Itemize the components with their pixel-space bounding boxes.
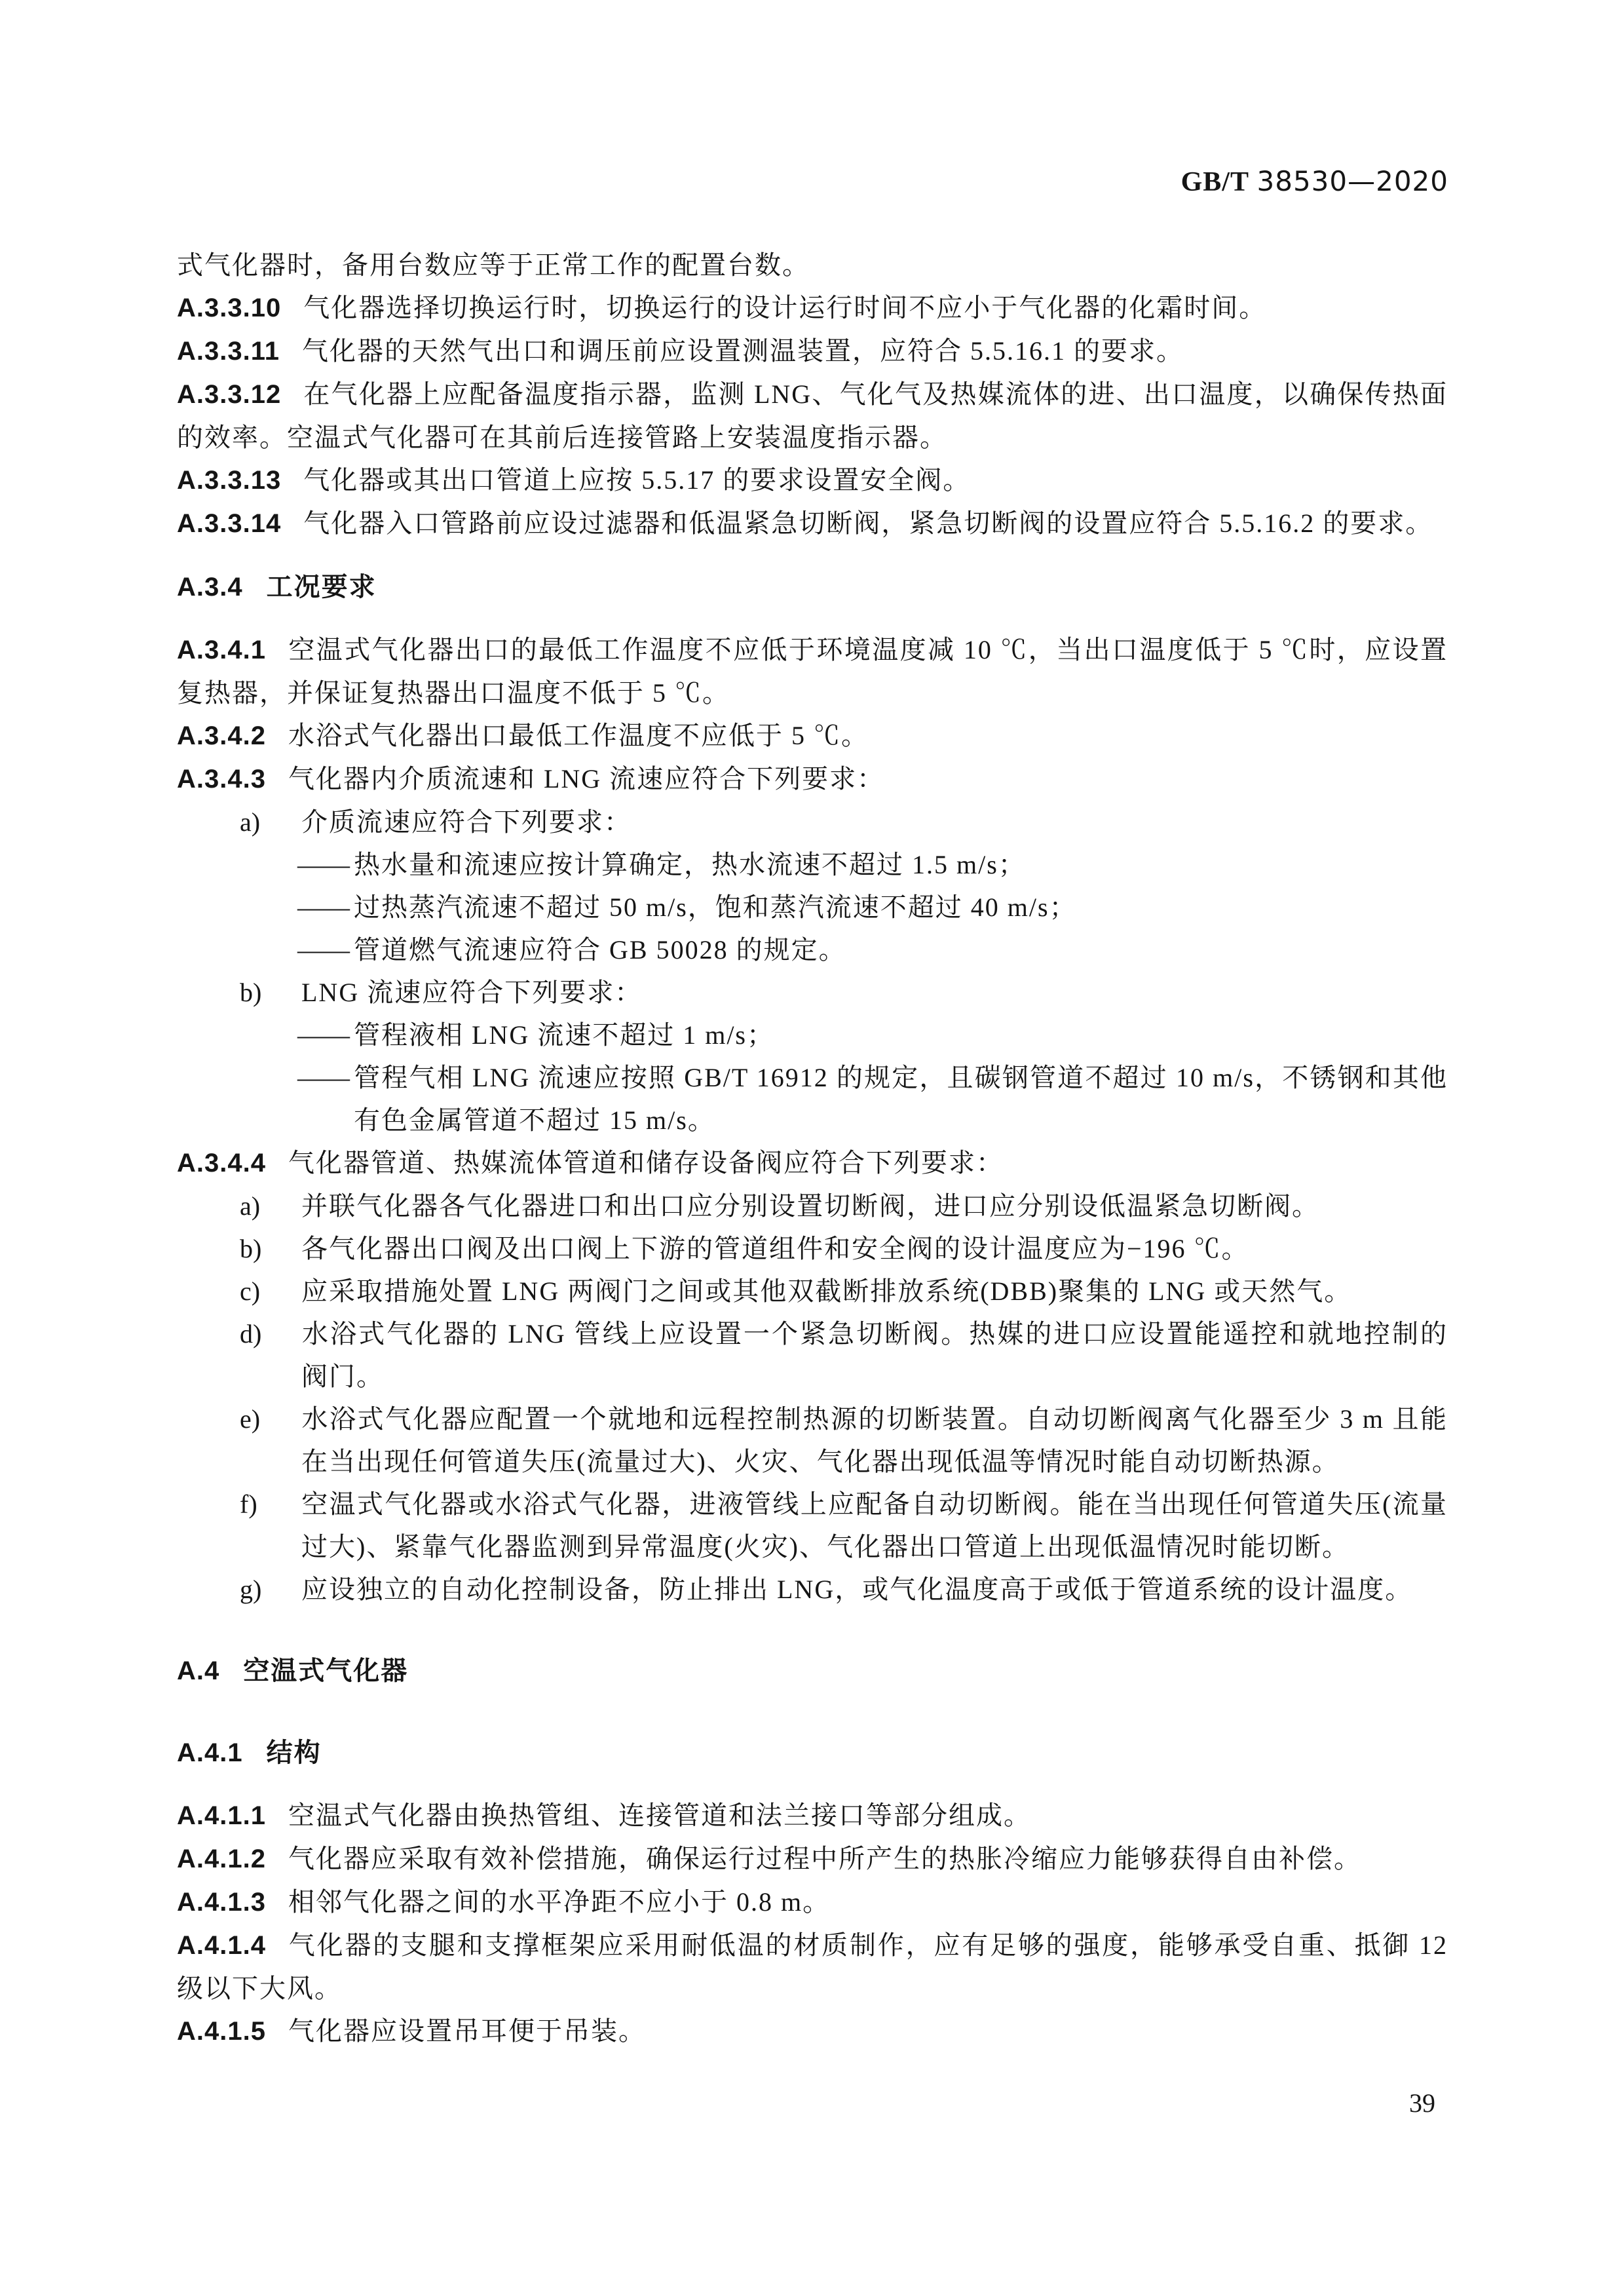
dash-marker: ——	[297, 1063, 350, 1092]
clause-text: 空温式气化器出口的最低工作温度不应低于环境温度减 10 ℃，当出口温度低于 5 ℃时，应设置复热器，并保证复热器出口温度不低于 5 ℃。	[177, 635, 1448, 708]
doc-code-prefix: GB/T	[1180, 167, 1249, 197]
clause-paragraph	[177, 757, 1448, 801]
item-marker: a)	[240, 807, 261, 837]
item-marker: e)	[240, 1404, 261, 1434]
page-number: 39	[1409, 2088, 1435, 2118]
list-item	[177, 801, 1448, 843]
dash-marker: ——	[297, 935, 350, 965]
clause-number: A.3.3.13	[177, 466, 282, 495]
clause-text: 相邻气化器之间的水平净距不应小于 0.8 m。	[288, 1887, 831, 1917]
dash-item	[177, 843, 1448, 886]
section-heading	[177, 1732, 1448, 1774]
list-item	[177, 1185, 1448, 1227]
clause-text: 气化器应采取有效补偿措施，确保运行过程中所产生的热胀冷缩应力能够获得自由补偿。	[288, 1844, 1361, 1873]
clause-number: A.3.3.12	[177, 380, 282, 409]
clause-paragraph	[177, 1837, 1448, 1881]
clause-text: 气化器的天然气出口和调压前应设置测温装置，应符合 5.5.16.1 的要求。	[302, 336, 1184, 366]
clause-text: 式气化器时，备用台数应等于正常工作的配置台数。	[177, 250, 810, 280]
clause-paragraph	[177, 286, 1448, 330]
doc-code-number: 38530—2020	[1256, 165, 1448, 197]
dash-marker: ——	[297, 1020, 350, 1050]
clause-number: A.3.3.10	[177, 294, 282, 322]
dash-item	[177, 886, 1448, 928]
clause-text: 管程液相 LNG 流速不超过 1 m/s；	[354, 1020, 774, 1050]
clause-paragraph	[177, 502, 1448, 545]
clause-number: A.3.4.4	[177, 1149, 266, 1177]
dash-item	[177, 1056, 1448, 1141]
clause-paragraph	[177, 330, 1448, 373]
clause-text: 气化器的支腿和支撑框架应采用耐低温的材质制作，应有足够的强度，能够承受自重、抵御 12 级以下大风。	[177, 1930, 1448, 2003]
item-marker: d)	[240, 1319, 262, 1349]
clause-number: A.4.1.1	[177, 1801, 266, 1830]
section-heading	[177, 1650, 1448, 1693]
clause-text: 气化器应设置吊耳便于吊装。	[288, 2016, 646, 2046]
clause-text: 工况要求	[266, 573, 377, 602]
clause-number: A.4.1.5	[177, 2017, 266, 2046]
clause-text: 水浴式气化器应配置一个就地和远程控制热源的切断装置。自动切断阀离气化器至少 3 m 且能在当出现任何管道失压(流量过大)、火灾、气化器出现低温等情况时能自动切断热源。	[301, 1404, 1448, 1476]
clause-text: 在气化器上应配备温度指示器，监测 LNG、气化气及热媒流体的进、出口温度，以确保传热面的效率。空温式气化器可在其前后连接管路上安装温度指示器。	[177, 379, 1448, 452]
dash-marker: ——	[297, 892, 350, 922]
item-marker: c)	[240, 1276, 261, 1306]
clause-number: A.4.1	[177, 1738, 243, 1767]
clause-paragraph	[177, 1141, 1448, 1185]
clause-text: 应设独立的自动化控制设备，防止排出 LNG，或气化温度高于或低于管道系统的设计温度。	[301, 1575, 1413, 1604]
clause-text: 水浴式气化器出口最低工作温度不应低于 5 ℃。	[288, 721, 869, 750]
clause-text: 空温式气化器或水浴式气化器，进液管线上应配备自动切断阀。能在当出现任何管道失压(流量过大)、紧靠气化器监测到异常温度(火灾)、气化器出口管道上出现低温情况时能切断。	[301, 1489, 1448, 1561]
list-item	[177, 1227, 1448, 1270]
item-marker: b)	[240, 1234, 262, 1263]
clause-text: 各气化器出口阀及出口阀上下游的管道组件和安全阀的设计温度应为−196 ℃。	[301, 1234, 1249, 1263]
document-code	[1181, 165, 1448, 198]
clause-text: 结构	[266, 1738, 322, 1767]
clause-text: 水浴式气化器的 LNG 管线上应设置一个紧急切断阀。热媒的进口应设置能遥控和就地控制的阀门。	[301, 1319, 1448, 1391]
clause-text: 空温式气化器由换热管组、连接管道和法兰接口等部分组成。	[288, 1801, 1031, 1830]
clause-text: 管道燃气流速应符合 GB 50028 的规定。	[354, 935, 846, 965]
clause-text: 热水量和流速应按计算确定，热水流速不超过 1.5 m/s；	[354, 850, 1026, 879]
clause-text: 介质流速应符合下列要求：	[301, 807, 632, 837]
clause-text: 气化器选择切换运行时，切换运行的设计运行时间不应小于气化器的化霜时间。	[303, 293, 1267, 322]
clause-number: A.4.1.4	[177, 1931, 266, 1960]
item-marker: g)	[240, 1575, 262, 1604]
clause-paragraph	[177, 1924, 1448, 2010]
list-item	[177, 971, 1448, 1014]
clause-text: 气化器管道、热媒流体管道和储存设备阀应符合下列要求：	[288, 1148, 1004, 1177]
item-marker: b)	[240, 978, 262, 1007]
clause-number: A.3.4	[177, 573, 243, 602]
item-marker: f)	[240, 1489, 257, 1519]
list-item	[177, 1270, 1448, 1312]
clause-number: A.3.3.14	[177, 509, 282, 538]
document-body	[177, 244, 1448, 2053]
list-item	[177, 1398, 1448, 1483]
clause-text: LNG 流速应符合下列要求：	[301, 978, 643, 1007]
item-marker: a)	[240, 1191, 261, 1221]
clause-text: 空温式气化器	[243, 1656, 409, 1685]
clause-text: 气化器或其出口管道上应按 5.5.17 的要求设置安全阀。	[303, 465, 971, 495]
clause-paragraph	[177, 244, 1448, 286]
clause-text: 应采取措施处置 LNG 两阀门之间或其他双截断排放系统(DBB)聚集的 LNG 或天然气。	[301, 1276, 1352, 1306]
clause-number: A.3.4.2	[177, 721, 266, 750]
clause-text: 气化器入口管路前应设过滤器和低温紧急切断阀，紧急切断阀的设置应符合 5.5.16.2 的要求。	[303, 508, 1433, 538]
list-item	[177, 1312, 1448, 1398]
clause-paragraph	[177, 1794, 1448, 1837]
clause-paragraph	[177, 373, 1448, 459]
clause-paragraph	[177, 714, 1448, 757]
clause-number: A.3.3.11	[177, 337, 280, 366]
dash-marker: ——	[297, 850, 350, 879]
clause-paragraph	[177, 459, 1448, 502]
dash-item	[177, 1014, 1448, 1056]
list-item	[177, 1568, 1448, 1611]
clause-text: 过热蒸汽流速不超过 50 m/s，饱和蒸汽流速不超过 40 m/s；	[354, 892, 1077, 922]
dash-item	[177, 928, 1448, 971]
clause-number: A.4	[177, 1656, 220, 1685]
clause-paragraph	[177, 2010, 1448, 2053]
clause-number: A.3.4.1	[177, 636, 266, 664]
clause-text: 并联气化器各气化器进口和出口应分别设置切断阀，进口应分别设低温紧急切断阀。	[301, 1191, 1319, 1221]
list-item	[177, 1483, 1448, 1568]
clause-paragraph	[177, 628, 1448, 714]
clause-text: 气化器内介质流速和 LNG 流速应符合下列要求：	[288, 764, 885, 794]
clause-paragraph	[177, 1881, 1448, 1924]
clause-number: A.4.1.2	[177, 1845, 266, 1873]
section-heading	[177, 566, 1448, 609]
clause-text: 管程气相 LNG 流速应按照 GB/T 16912 的规定，且碳钢管道不超过 10 m/s，不锈钢和其他有色金属管道不超过 15 m/s。	[354, 1063, 1448, 1135]
clause-number: A.3.4.3	[177, 765, 266, 794]
clause-number: A.4.1.3	[177, 1888, 266, 1917]
